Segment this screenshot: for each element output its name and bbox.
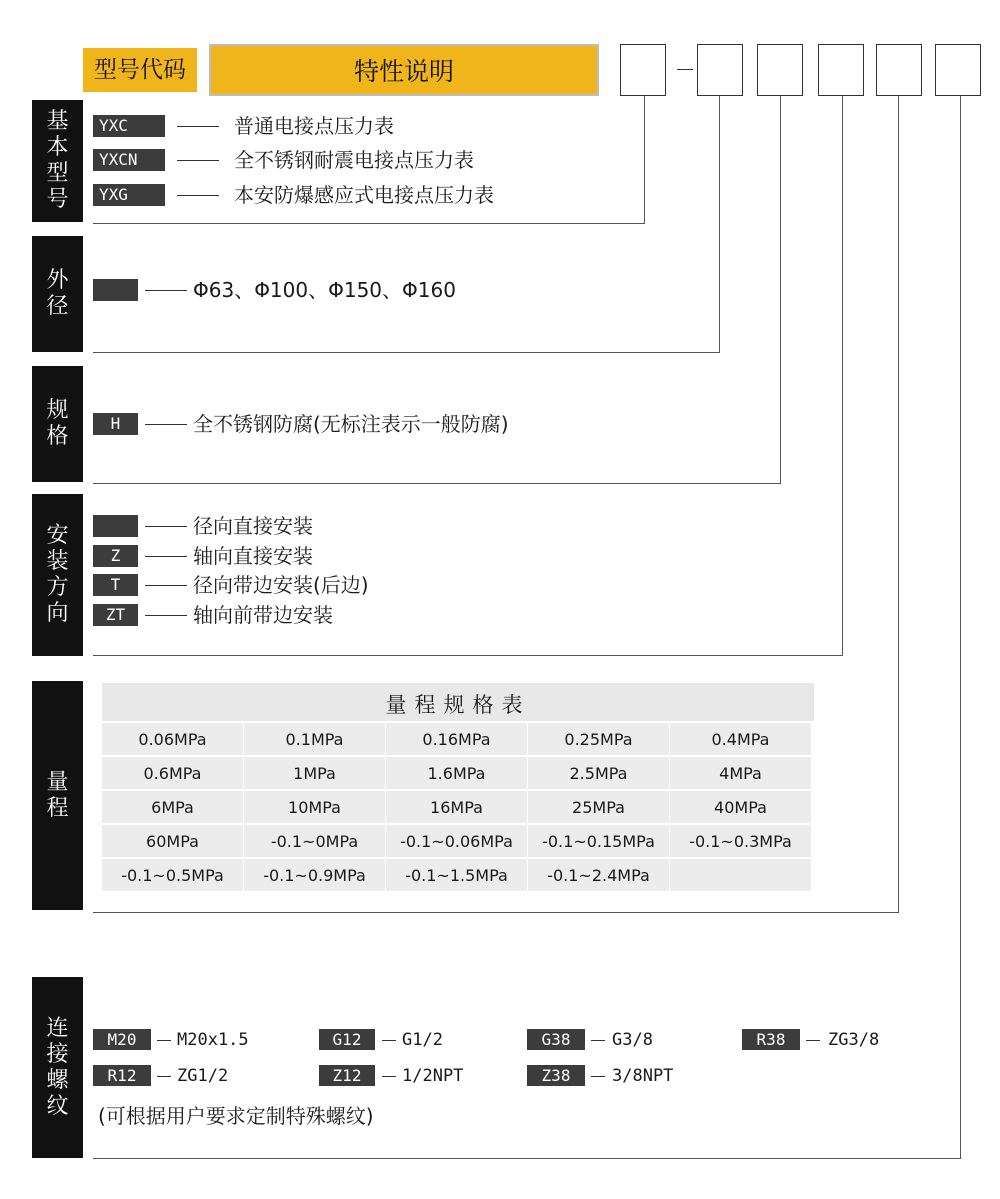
code-slot-basic-model <box>620 44 666 96</box>
section-underline <box>93 1158 961 1159</box>
code-mount-t: T <box>93 574 138 596</box>
table-cell: 1.6MPa <box>386 757 527 789</box>
code-slot-diameter <box>697 44 743 96</box>
code-slot-spec <box>757 44 803 96</box>
desc-mount-t: 径向带边安装(后边) <box>193 573 369 597</box>
table-cell: 16MPa <box>386 791 527 823</box>
dash <box>591 1076 605 1077</box>
table-cell: -0.1~0MPa <box>244 825 385 857</box>
table-cell: 1MPa <box>244 757 385 789</box>
code-yxg: YXG <box>93 184 165 206</box>
section-underline <box>93 352 720 353</box>
code-g12: G12 <box>319 1029 375 1050</box>
table-cell: 10MPa <box>244 791 385 823</box>
table-cell: -0.1~0.06MPa <box>386 825 527 857</box>
table-cell: 0.1MPa <box>244 723 385 755</box>
dash <box>145 424 187 425</box>
desc-yxc: 普通电接点压力表 <box>234 114 394 138</box>
side-label-basic-model: 基本型号 <box>32 100 83 222</box>
dash <box>177 195 219 196</box>
table-cell: 6MPa <box>102 791 243 823</box>
table-cell <box>670 859 811 891</box>
side-label-mounting: 安装方向 <box>32 494 83 656</box>
range-grid <box>102 723 814 891</box>
side-label-range: 量程 <box>32 681 83 910</box>
dash <box>177 160 219 161</box>
desc-spec: 全不锈钢防腐(无标注表示一般防腐) <box>193 412 509 436</box>
desc-z38: 3/8NPT <box>612 1066 674 1086</box>
dash <box>145 290 187 291</box>
connector-diameter <box>719 96 720 352</box>
section-underline <box>93 655 843 656</box>
desc-g12: G1/2 <box>402 1030 443 1050</box>
table-cell: 2.5MPa <box>528 757 669 789</box>
section-underline <box>93 912 899 913</box>
dash <box>145 556 187 557</box>
table-cell: 4MPa <box>670 757 811 789</box>
code-g38: G38 <box>527 1029 585 1050</box>
desc-g38: G3/8 <box>612 1030 653 1050</box>
dash <box>157 1076 171 1077</box>
code-mount-radial <box>93 515 138 537</box>
desc-diameter: Φ63、Φ100、Φ150、Φ160 <box>193 278 456 302</box>
dash <box>145 526 187 527</box>
table-cell: 60MPa <box>102 825 243 857</box>
section-underline <box>93 223 645 224</box>
code-z12: Z12 <box>319 1065 375 1086</box>
desc-z12: 1/2NPT <box>402 1066 464 1086</box>
code-z38: Z38 <box>527 1065 585 1086</box>
table-cell: -0.1~0.5MPa <box>102 859 243 891</box>
table-cell: 0.6MPa <box>102 757 243 789</box>
range-table-title: 量程规格表 <box>102 683 814 721</box>
side-label-spec: 规格 <box>32 366 83 482</box>
connector-basic-model <box>644 96 645 223</box>
code-mount-zt: ZT <box>93 604 138 626</box>
table-cell: -0.1~0.9MPa <box>244 859 385 891</box>
dash <box>382 1040 396 1041</box>
table-cell: -0.1~0.15MPa <box>528 825 669 857</box>
desc-r38: ZG3/8 <box>828 1030 880 1050</box>
slot-dash <box>677 69 693 70</box>
section-underline <box>93 483 781 484</box>
code-h: H <box>93 413 138 435</box>
code-diameter <box>93 279 138 301</box>
connector-mounting <box>842 96 843 655</box>
table-cell: -0.1~2.4MPa <box>528 859 669 891</box>
dash <box>806 1040 820 1041</box>
code-slot-thread <box>935 44 981 96</box>
table-cell: -0.1~1.5MPa <box>386 859 527 891</box>
code-r12: R12 <box>93 1065 151 1086</box>
code-mount-z: Z <box>93 545 138 567</box>
table-cell: 0.06MPa <box>102 723 243 755</box>
connector-thread <box>960 96 961 1158</box>
desc-r12: ZG1/2 <box>177 1066 229 1086</box>
dash <box>591 1040 605 1041</box>
code-yxc: YXC <box>93 115 165 137</box>
connector-range <box>898 96 899 912</box>
desc-m20: M20x1.5 <box>177 1030 249 1050</box>
range-table <box>102 683 814 891</box>
feature-description-header: 特性说明 <box>209 44 599 96</box>
desc-mount-z: 轴向直接安装 <box>193 544 313 568</box>
code-slot-mounting <box>818 44 864 96</box>
table-cell: 0.16MPa <box>386 723 527 755</box>
table-cell: 0.4MPa <box>670 723 811 755</box>
side-label-thread: 连接螺纹 <box>32 977 83 1158</box>
code-r38: R38 <box>742 1029 800 1050</box>
code-m20: M20 <box>93 1029 151 1050</box>
desc-yxcn: 全不锈钢耐震电接点压力表 <box>234 148 474 172</box>
code-yxcn: YXCN <box>93 149 165 171</box>
dash <box>157 1040 171 1041</box>
table-cell: 25MPa <box>528 791 669 823</box>
side-label-diameter: 外径 <box>32 236 83 352</box>
dash <box>382 1076 396 1077</box>
thread-note: (可根据用户要求定制特殊螺纹) <box>98 1104 374 1128</box>
code-slot-range <box>876 44 922 96</box>
dash <box>145 585 187 586</box>
model-code-header: 型号代码 <box>83 48 197 92</box>
table-cell: 0.25MPa <box>528 723 669 755</box>
desc-mount-radial: 径向直接安装 <box>193 514 313 538</box>
dash <box>145 615 187 616</box>
connector-spec <box>780 96 781 483</box>
table-cell: -0.1~0.3MPa <box>670 825 811 857</box>
desc-yxg: 本安防爆感应式电接点压力表 <box>234 183 494 207</box>
dash <box>177 126 219 127</box>
desc-mount-zt: 轴向前带边安装 <box>193 603 333 627</box>
table-cell: 40MPa <box>670 791 811 823</box>
